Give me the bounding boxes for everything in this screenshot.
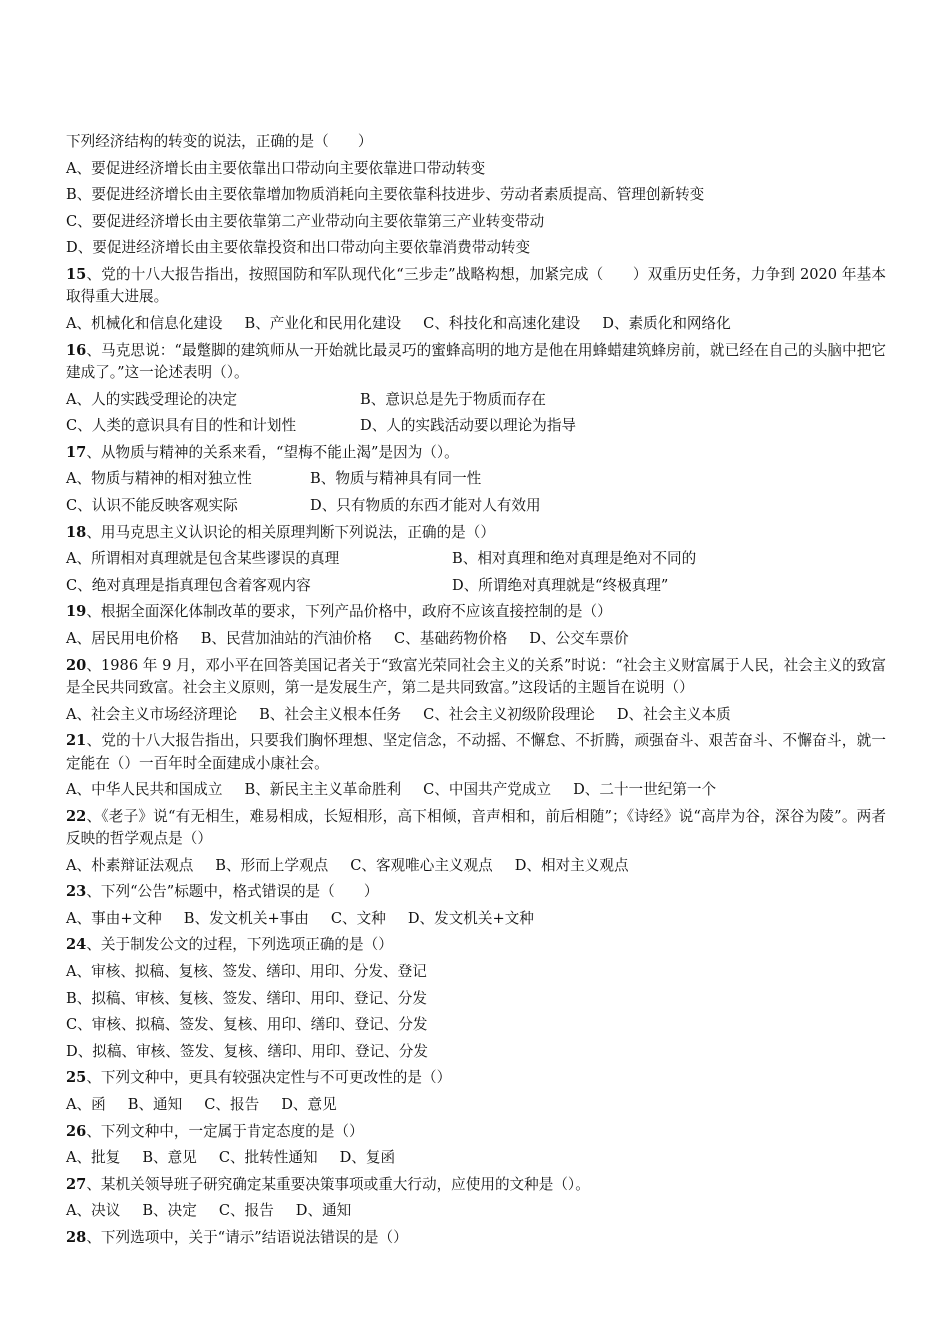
option: A、决议 xyxy=(66,1202,121,1220)
question-number: 20 xyxy=(66,656,87,674)
option: B、产业化和民用化建设 xyxy=(244,314,402,332)
options-row xyxy=(66,466,886,493)
question-19 xyxy=(66,599,886,626)
option: C、科技化和高速化建设 xyxy=(423,314,581,332)
question-number: 15 xyxy=(66,265,87,283)
question-18 xyxy=(66,520,886,547)
exam-page xyxy=(66,129,886,1252)
options-row xyxy=(66,311,886,338)
question-28 xyxy=(66,1225,886,1252)
question-text: 、1986 年 9 月，邓小平在回答美国记者关于“致富光荣同社会主义的关系”时说：“社会主义财富属于人民，社会主义的致富是全民共同致富。社会主义原则，第一是发展生产，第二是共同致富。”这段话的主题旨在说明（） xyxy=(66,656,886,696)
option: C、绝对真理是指真理包含着客观内容 xyxy=(66,576,311,594)
options-row xyxy=(66,387,886,414)
option: B、相对真理和绝对真理是绝对不同的 xyxy=(452,550,697,568)
question-number: 19 xyxy=(66,603,87,621)
question-number: 21 xyxy=(66,732,87,750)
question-17 xyxy=(66,440,886,467)
question-23 xyxy=(66,879,886,906)
question-text: 、用马克思主义认识论的相关原理判断下列说法，正确的是（） xyxy=(86,523,495,541)
question-text: 、党的十八大报告指出，只要我们胸怀理想、坚定信念，不动摇、不懈怠、不折腾，顽强奋斗、艰苦奋斗、不懈奋斗，就一定能在（）一百年时全面建成小康社会。 xyxy=(66,732,886,772)
option: D、发文机关+文种 xyxy=(407,909,534,927)
option: A、所谓相对真理就是包含某些谬误的真理 xyxy=(66,550,340,568)
option: C、中国共产党成立 xyxy=(423,781,552,799)
question-number: 28 xyxy=(66,1229,87,1246)
question-text: 、根据全面深化体制改革的要求，下列产品价格中，政府不应该直接控制的是（） xyxy=(86,603,612,621)
option: A、人的实践受理论的决定 xyxy=(66,390,238,408)
option: A、审核、拟稿、复核、签发、缮印、用印、分发、登记 xyxy=(66,963,427,981)
question-25 xyxy=(66,1065,886,1092)
option: C、基础药物价格 xyxy=(393,629,508,647)
option: D、相对主义观点 xyxy=(514,856,629,874)
question-text: 、《老子》说“有无相生，难易相成，长短相形，高下相倾，音声相和，前后相随”；《诗经》说“高岸为谷，深谷为陵”。两者反映的哲学观点是（） xyxy=(66,807,886,848)
option: D、复函 xyxy=(339,1149,396,1167)
option: A、物质与精神的相对独立性 xyxy=(66,470,252,488)
option: B、形而上学观点 xyxy=(215,856,329,874)
options-row xyxy=(66,413,886,440)
option: B、社会主义根本任务 xyxy=(259,705,402,723)
question-number: 18 xyxy=(66,523,87,541)
option: B、通知 xyxy=(127,1096,183,1114)
option: A、批复 xyxy=(66,1149,121,1167)
option: A、中华人民共和国成立 xyxy=(66,781,223,799)
option: D、人的实践活动要以理论为指导 xyxy=(360,417,577,435)
options-row xyxy=(66,1145,886,1172)
question-20 xyxy=(66,655,886,700)
option: C、人类的意识具有目的性和计划性 xyxy=(66,417,297,435)
options-row xyxy=(66,777,886,804)
question-text: 、下列文种中，一定属于肯定态度的是（） xyxy=(86,1122,364,1140)
option: D、社会主义本质 xyxy=(616,705,731,723)
question-number: 22 xyxy=(66,807,87,825)
options-row xyxy=(66,702,886,729)
question-text: 下列经济结构的转变的说法，正确的是（ ） xyxy=(66,133,373,150)
question-text: 、某机关领导班子研究确定某重要决策事项或重大行动，应使用的文种是（）。 xyxy=(86,1175,590,1193)
options-row xyxy=(66,626,886,653)
option: B、意见 xyxy=(142,1149,197,1167)
option: C、认识不能反映客观实际 xyxy=(66,496,238,514)
option: D、拟稿、审核、签发、复核、缮印、用印、登记、分发 xyxy=(66,1042,428,1060)
question-26 xyxy=(66,1119,886,1146)
option: C、文种 xyxy=(330,909,386,927)
option: C、社会主义初级阶段理论 xyxy=(423,705,595,723)
question-number: 27 xyxy=(66,1175,87,1193)
option: C、要促进经济增长由主要依靠第二产业带动向主要依靠第三产业转变带动 xyxy=(66,212,545,230)
option: B、意识总是先于物质而存在 xyxy=(360,390,546,408)
option: B、民营加油站的汽油价格 xyxy=(200,629,372,647)
option: B、物质与精神具有同一性 xyxy=(310,470,482,488)
question-number: 25 xyxy=(66,1069,87,1087)
options-row xyxy=(66,1092,886,1119)
option: D、要促进经济增长由主要依靠投资和出口带动向主要依靠消费带动转变 xyxy=(66,239,531,257)
option: C、报告 xyxy=(204,1096,260,1114)
option: B、拟稿、审核、复核、签发、缮印、用印、登记、分发 xyxy=(66,989,427,1007)
option: C、批转性通知 xyxy=(218,1149,318,1167)
question-number: 26 xyxy=(66,1122,87,1140)
question-text: 、下列选项中，关于“请示”结语说法错误的是（） xyxy=(86,1229,408,1246)
options-row xyxy=(66,853,886,880)
options-row xyxy=(66,493,886,520)
option: D、二十一世纪第一个 xyxy=(573,781,717,799)
option: D、只有物质的东西才能对人有效用 xyxy=(310,496,541,514)
question-text: 、关于制发公文的过程，下列选项正确的是（） xyxy=(86,936,393,954)
option: B、决定 xyxy=(142,1202,197,1220)
option: A、事由+文种 xyxy=(66,909,162,927)
option: A、函 xyxy=(66,1096,106,1114)
option: C、客观唯心主义观点 xyxy=(350,856,493,874)
option: D、通知 xyxy=(295,1202,352,1220)
question-number: 16 xyxy=(66,341,87,359)
option: D、所谓绝对真理就是“终极真理” xyxy=(452,576,669,594)
option: A、居民用电价格 xyxy=(66,629,179,647)
question-text: 、从物质与精神的关系来看，“望梅不能止渴”是因为（）。 xyxy=(86,443,459,461)
options-row xyxy=(66,573,886,600)
option: A、朴素辩证法观点 xyxy=(66,856,194,874)
options-row xyxy=(66,1198,886,1225)
option: B、新民主主义革命胜利 xyxy=(244,781,402,799)
question-number: 24 xyxy=(66,936,87,954)
question-22 xyxy=(66,806,886,851)
option: A、要促进经济增长由主要依靠出口带动向主要依靠进口带动转变 xyxy=(66,159,486,177)
option: D、意见 xyxy=(281,1096,337,1114)
option: A、社会主义市场经济理论 xyxy=(66,705,238,723)
question-27 xyxy=(66,1172,886,1199)
question-21 xyxy=(66,730,886,775)
option: C、审核、拟稿、签发、复核、用印、缮印、登记、分发 xyxy=(66,1016,428,1034)
question-text: 、马克思说：“最蹩脚的建筑师从一开始就比最灵巧的蜜蜂高明的地方是他在用蜂蜡建筑蜂房前，就已经在自己的头脑中把它建成了。”这一论述表明（）。 xyxy=(66,341,886,382)
question-16 xyxy=(66,340,886,385)
question-15 xyxy=(66,264,886,309)
option: D、公交车票价 xyxy=(529,629,629,647)
question-text: 、下列文种中，更具有较强决定性与不可更改性的是（） xyxy=(86,1069,452,1087)
question-number: 23 xyxy=(66,883,87,901)
question-text: 、下列“公告”标题中，格式错误的是（ ） xyxy=(86,883,379,901)
question-24 xyxy=(66,932,886,959)
option: A、机械化和信息化建设 xyxy=(66,314,223,332)
options-row xyxy=(66,906,886,933)
option: B、发文机关+事由 xyxy=(183,909,309,927)
options-row xyxy=(66,546,886,573)
question-text: 、党的十八大报告指出，按照国防和军队现代化“三步走”战略构想，加紧完成（ ）双重历史任务，力争到 2020 年基本取得重大进展。 xyxy=(66,265,886,306)
option: B、要促进经济增长由主要依靠增加物质消耗向主要依靠科技进步、劳动者素质提高、管理创新转变 xyxy=(66,186,705,204)
question-number: 17 xyxy=(66,443,87,461)
option: D、素质化和网络化 xyxy=(602,314,731,332)
option: C、报告 xyxy=(218,1202,274,1220)
